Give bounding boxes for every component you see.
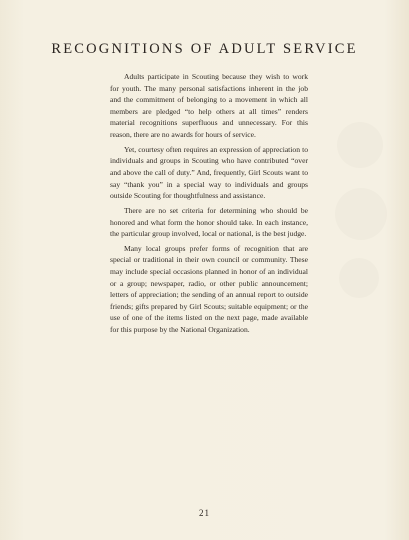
show-through-mark <box>339 258 379 298</box>
paragraph: Yet, courtesy often requires an expression of appreciation to individuals and groups in Scouting who have contributed “over and above the call of duty.” And, frequently, Girl Scouts want to say “thank you” in a special way to individuals and groups outside Scouting for thoughtfulness and assistance. <box>110 144 308 201</box>
page-heading: RECOGNITIONS OF ADULT SERVICE <box>51 41 358 57</box>
paragraph: Many local groups prefer forms of recognition that are special or traditional in their own council or community. These may include special occasions planned in honor of an individual or a group; newspaper, radio, or other public announcement; letters of appreciation; the sending of an annual report to outside friends; gifts prepared by Girl Scouts; suitable equipment; or the use of one of the items listed on the next page, made available for this purpose by the National Organization. <box>110 243 308 335</box>
body-text <box>110 71 308 339</box>
paragraph: Adults participate in Scouting because they wish to work for youth. The many personal satisfactions inherent in the job and the commitment of belonging to a movement in which all members are pledged “to help others at all times” renders material recognitions superfluous and unnecessary. For this reason, there are no awards for hours of service. <box>110 72 308 139</box>
page-number: 21 <box>199 508 210 518</box>
show-through-mark <box>337 122 383 168</box>
paragraph: There are no set criteria for determining who should be honored and what form the honor should take. In each instance, the particular group involved, local or national, is the best judge. <box>110 205 308 239</box>
show-through-mark <box>335 188 387 240</box>
